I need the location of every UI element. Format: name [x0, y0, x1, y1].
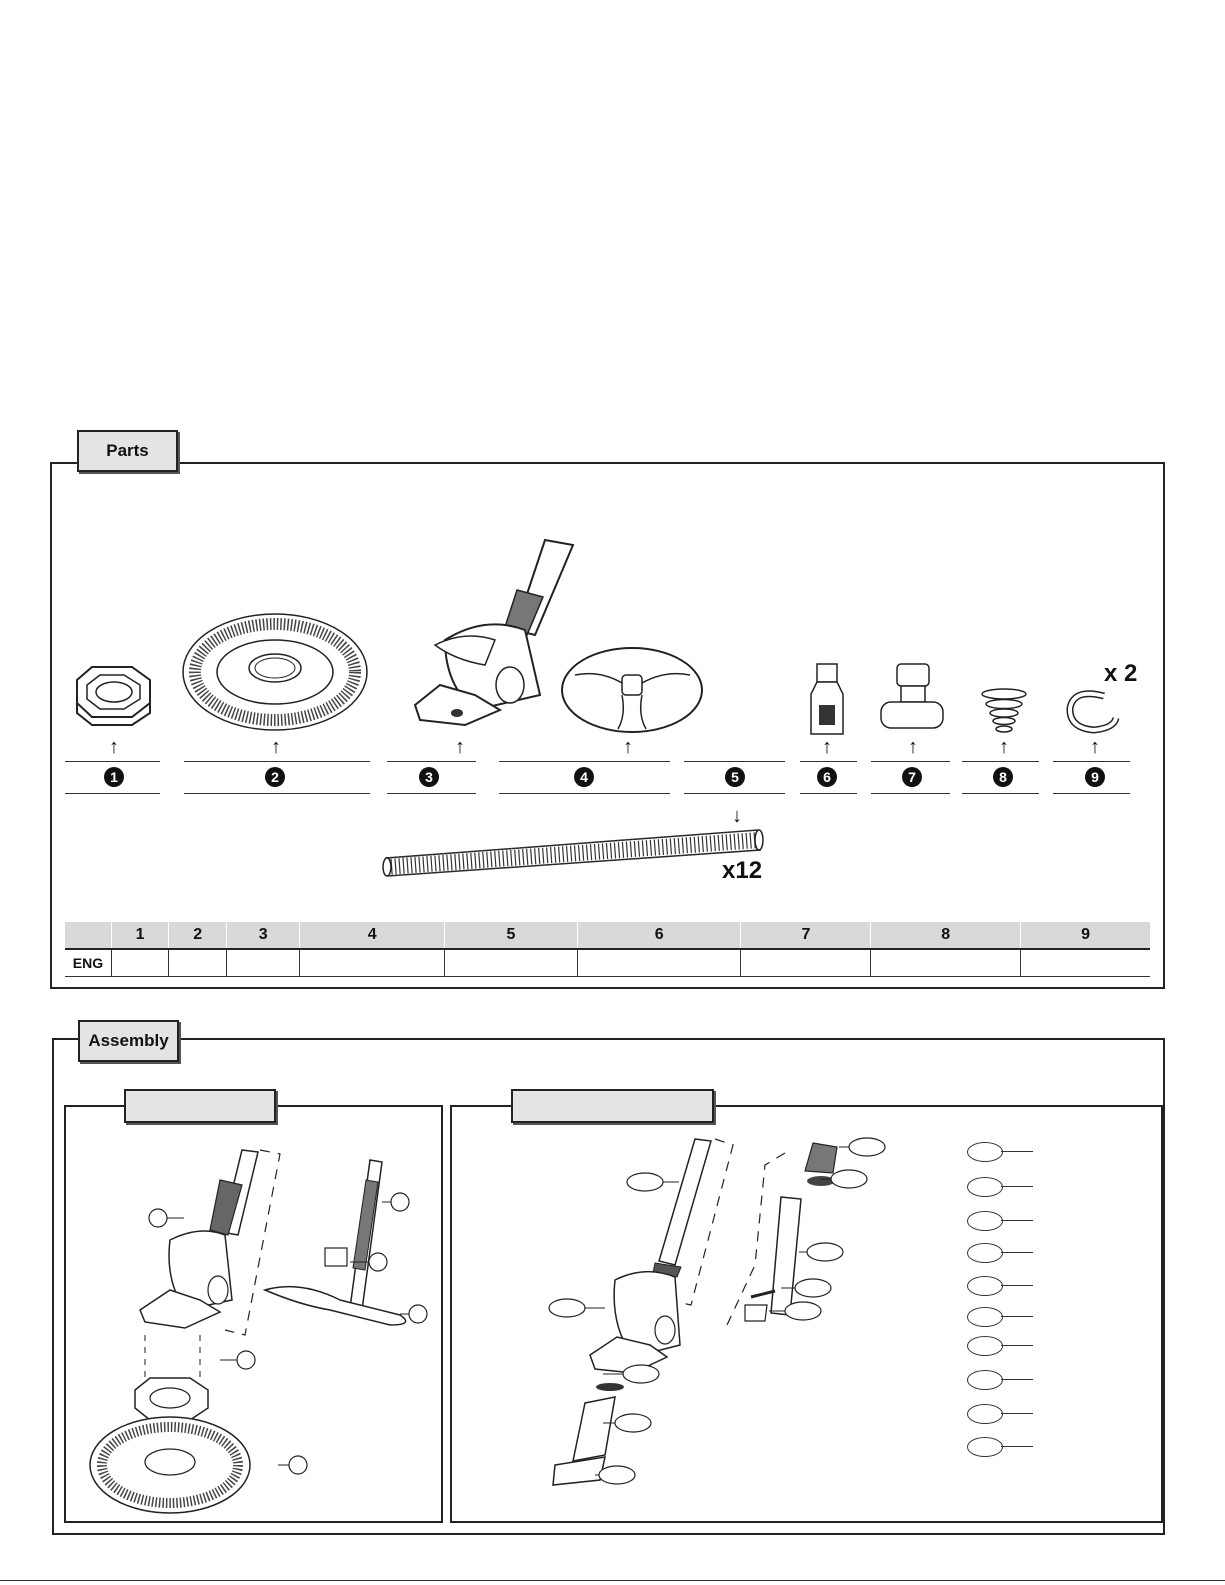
assembly-right-drawing [455, 1125, 905, 1485]
part-9-quantity: x 2 [1104, 660, 1138, 687]
arrow-up-icon: ↑ [109, 736, 119, 758]
parts-tab: Parts [77, 430, 178, 472]
assembly-left-drawing [70, 1140, 440, 1520]
arrow-up-icon: ↑ [822, 736, 832, 758]
arrow-up-icon: ↑ [999, 736, 1009, 758]
part-number-7: 7 [902, 767, 922, 787]
part-1-drawing [62, 655, 162, 735]
part-6-connector-drawing [805, 660, 850, 740]
arrow-up-icon: ↑ [1090, 736, 1100, 758]
part-number-1: 1 [104, 767, 124, 787]
part-number-8: 8 [993, 767, 1013, 787]
part-number-9: 9 [1085, 767, 1105, 787]
hose-quantity: x12 [722, 857, 763, 884]
arrow-up-icon: ↑ [623, 736, 633, 758]
part-number-2: 2 [265, 767, 285, 787]
assembly-right-subtab [511, 1089, 714, 1123]
parts-name-table [65, 922, 1150, 977]
part-5-hose-drawing [378, 820, 770, 882]
part-8-cone-drawing [978, 688, 1030, 738]
part-4-disk-drawing [560, 645, 705, 740]
assembly-tab: Assembly [78, 1020, 179, 1062]
part-number-3: 3 [419, 767, 439, 787]
part-number-5: 5 [725, 767, 745, 787]
arrow-up-icon: ↑ [455, 736, 465, 758]
table-row [65, 949, 1150, 977]
table-header-row: 1 2 3 4 5 6 7 8 9 [65, 922, 1150, 949]
part-7-valve-drawing [875, 660, 950, 740]
part-number-6: 6 [817, 767, 837, 787]
part-2-brush-drawing [180, 612, 370, 737]
page-bottom-rule [0, 1580, 1225, 1581]
part-number-4: 4 [574, 767, 594, 787]
arrow-up-icon: ↑ [271, 736, 281, 758]
arrow-down-icon: ↓ [732, 805, 742, 827]
part-3-cleaner-head-drawing [405, 535, 580, 730]
arrow-up-icon: ↑ [908, 736, 918, 758]
assembly-left-subtab [124, 1089, 276, 1123]
language-code: ENG [65, 949, 111, 977]
part-9-ring-drawing [1064, 688, 1124, 736]
